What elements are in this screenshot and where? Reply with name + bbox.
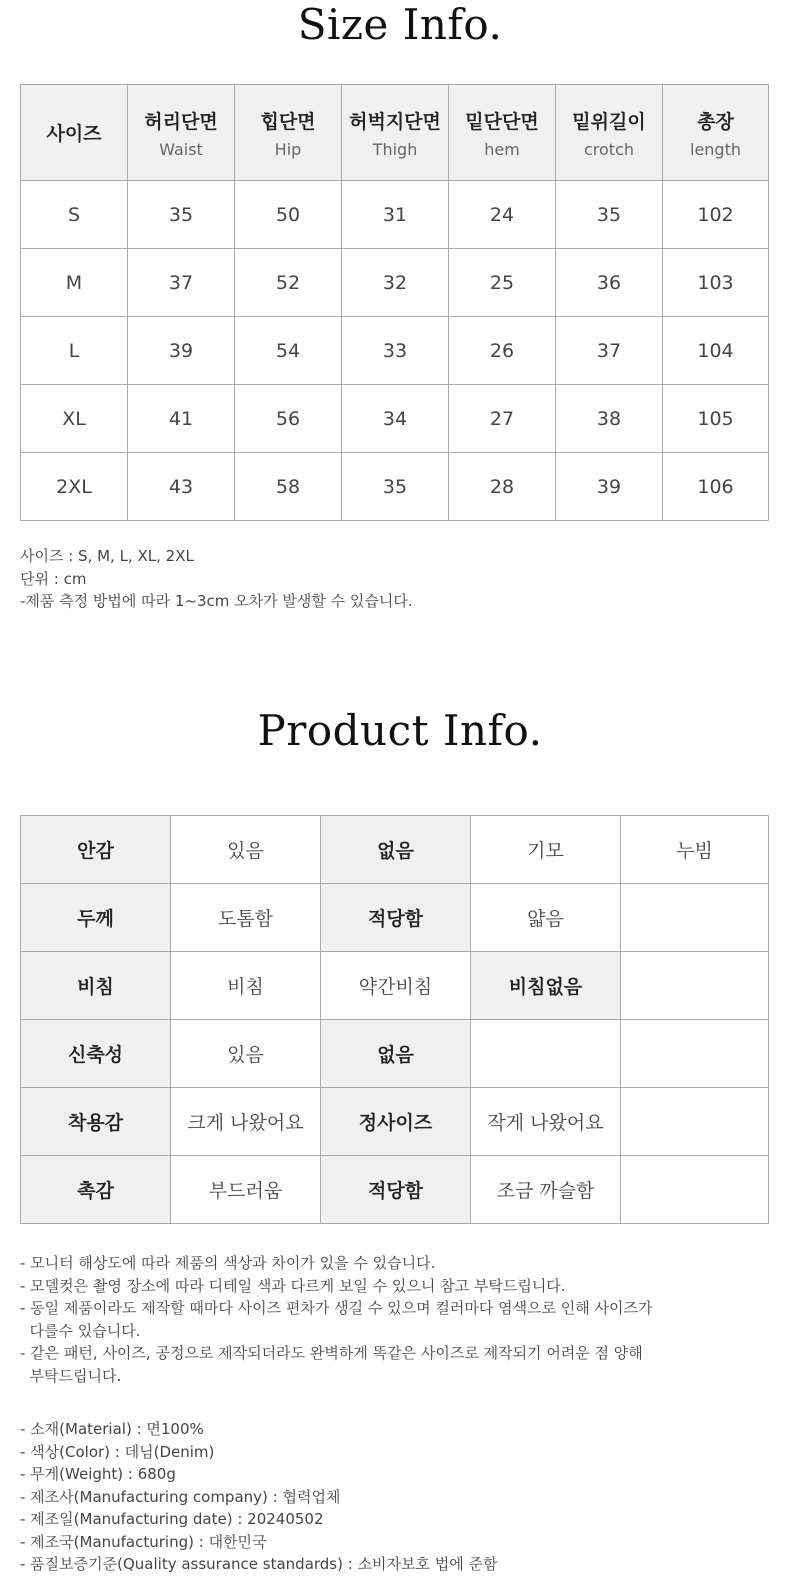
product-label-cell: 정사이즈 [321,1088,471,1156]
size-value-cell: 39 [128,317,235,385]
size-value-cell: 35 [128,181,235,249]
size-header-ko: 밑위길이 [572,110,646,133]
product-label-cell: 촉감 [21,1156,171,1224]
product-value-cell: 조금 까슬함 [471,1156,621,1224]
size-header-cell [342,85,449,181]
size-value-cell: 24 [449,181,556,249]
size-value-cell: 34 [342,385,449,453]
size-header-cell [21,85,128,181]
size-value-cell: 106 [663,453,769,521]
notice-line: - 모델컷은 촬영 장소에 따라 디테일 색과 다르게 보일 수 있으니 참고 부탁드립니다. [20,1276,566,1295]
size-header-cell [663,85,769,181]
size-value-cell: 37 [556,317,663,385]
product-value-cell [471,1020,621,1088]
product-label-cell: 적당함 [321,884,471,952]
size-row [21,181,769,249]
size-row [21,385,769,453]
size-value-cell: 50 [235,181,342,249]
product-value-cell: 작게 나왔어요 [471,1088,621,1156]
size-value-cell: 39 [556,453,663,521]
product-row [21,952,769,1020]
size-header-en: crotch [583,139,635,159]
product-label-cell: 없음 [321,816,471,884]
size-header-en: length [690,139,741,159]
product-value-cell [621,1088,769,1156]
product-value-cell: 있음 [171,1020,321,1088]
size-value-cell: 36 [556,249,663,317]
size-value-cell: 43 [128,453,235,521]
notice-line: - 모니터 해상도에 따라 제품의 색상과 차이가 있을 수 있습니다. [20,1254,436,1272]
size-value-cell: 105 [663,385,769,453]
product-label-cell: 신축성 [21,1020,171,1088]
product-value-cell: 크게 나왔어요 [171,1088,321,1156]
size-value-cell: 35 [556,181,663,249]
size-value-cell: 54 [235,317,342,385]
size-header-cell [556,85,663,181]
size-header-en: Thigh [372,139,418,159]
size-value-cell: 52 [235,249,342,317]
size-value-cell: 35 [342,453,449,521]
size-label-cell: L [21,317,128,385]
product-value-cell: 얇음 [471,884,621,952]
size-header-cell [235,85,342,181]
size-value-cell: 58 [235,453,342,521]
size-note-line: -제품 측정 방법에 따라 1~3cm 오차가 발생할 수 있습니다. [20,592,413,610]
product-notices [20,1252,653,1387]
size-label-cell: S [21,181,128,249]
size-info-title: Size Info. [297,0,503,49]
spec-line: - 제조국(Manufacturing) : 대한민국 [20,1532,267,1551]
product-label-cell: 비침 [21,952,171,1020]
size-value-cell: 25 [449,249,556,317]
size-value-cell: 103 [663,249,769,317]
size-label-cell: M [21,249,128,317]
product-value-cell: 부드러움 [171,1156,321,1224]
product-specs [20,1418,498,1576]
spec-line: - 소재(Material) : 면100% [20,1420,204,1438]
size-header-en: hem [484,139,520,159]
size-value-cell: 33 [342,317,449,385]
size-value-cell: 104 [663,317,769,385]
size-note-line: 단위 : cm [20,569,87,588]
product-label-cell: 적당함 [321,1156,471,1224]
product-row [21,1088,769,1156]
size-value-cell: 27 [449,385,556,453]
size-header-row [21,85,769,181]
size-label-cell: XL [21,385,128,453]
size-row [21,317,769,385]
product-label-cell: 비침없음 [471,952,621,1020]
size-value-cell: 31 [342,181,449,249]
product-value-cell [621,952,769,1020]
size-value-cell: 26 [449,317,556,385]
product-info-title: Product Info. [257,706,543,755]
product-label-cell: 없음 [321,1020,471,1088]
product-value-cell: 도톰함 [171,884,321,952]
size-value-cell: 38 [556,385,663,453]
product-row [21,884,769,952]
size-header-cell [449,85,556,181]
notice-line: - 동일 제품이라도 제작할 때마다 사이즈 편차가 생길 수 있으며 컬러마다 염색으로 인해 사이즈가 [20,1299,653,1317]
size-value-cell: 41 [128,385,235,453]
size-header-ko: 사이즈 [46,123,102,145]
notice-line: - 같은 패턴, 사이즈, 공정으로 제작되더라도 완벽하게 똑같은 사이즈로 제작되기 어려운 점 양해 [20,1344,643,1362]
product-row [21,816,769,884]
product-value-cell [621,1020,769,1088]
product-value-cell: 비침 [171,952,321,1020]
size-header-ko: 힙단면 [260,110,316,133]
product-value-cell: 약간비침 [321,952,471,1020]
size-note-line: 사이즈 : S, M, L, XL, 2XL [20,547,194,565]
product-value-cell [621,1156,769,1224]
product-label-cell: 두께 [21,884,171,952]
product-value-cell: 누빔 [621,816,769,884]
size-header-ko: 밑단단면 [465,110,539,133]
size-value-cell: 56 [235,385,342,453]
size-value-cell: 102 [663,181,769,249]
size-header-ko: 총장 [697,110,734,133]
product-label-cell: 안감 [21,816,171,884]
size-value-cell: 37 [128,249,235,317]
size-label-cell: 2XL [21,453,128,521]
size-header-cell [128,85,235,181]
spec-line: - 품질보증기준(Quality assurance standards) : 소비자보호 법에 준함 [20,1555,498,1573]
spec-line: - 제조사(Manufacturing company) : 협력업체 [20,1487,341,1506]
product-label-cell: 착용감 [21,1088,171,1156]
product-value-cell: 있음 [171,816,321,884]
product-row [21,1020,769,1088]
size-header-ko: 허리단면 [144,110,218,133]
spec-line: - 무게(Weight) : 680g [20,1465,176,1483]
product-table [20,815,769,1224]
notice-line: 부탁드립니다. [20,1366,122,1385]
notice-line: 다를수 있습니다. [20,1321,141,1340]
size-row [21,453,769,521]
size-header-ko: 허벅지단면 [349,110,441,133]
product-value-cell [621,884,769,952]
product-value-cell: 기모 [471,816,621,884]
size-header-en: Waist [159,139,203,159]
spec-line: - 제조일(Manufacturing date) : 20240502 [20,1510,324,1528]
size-header-en: Hip [274,139,302,159]
product-row [21,1156,769,1224]
size-table [20,84,769,521]
size-row [21,249,769,317]
size-value-cell: 28 [449,453,556,521]
size-value-cell: 32 [342,249,449,317]
size-notes [20,545,413,613]
spec-line: - 색상(Color) : 데님(Denim) [20,1442,215,1461]
